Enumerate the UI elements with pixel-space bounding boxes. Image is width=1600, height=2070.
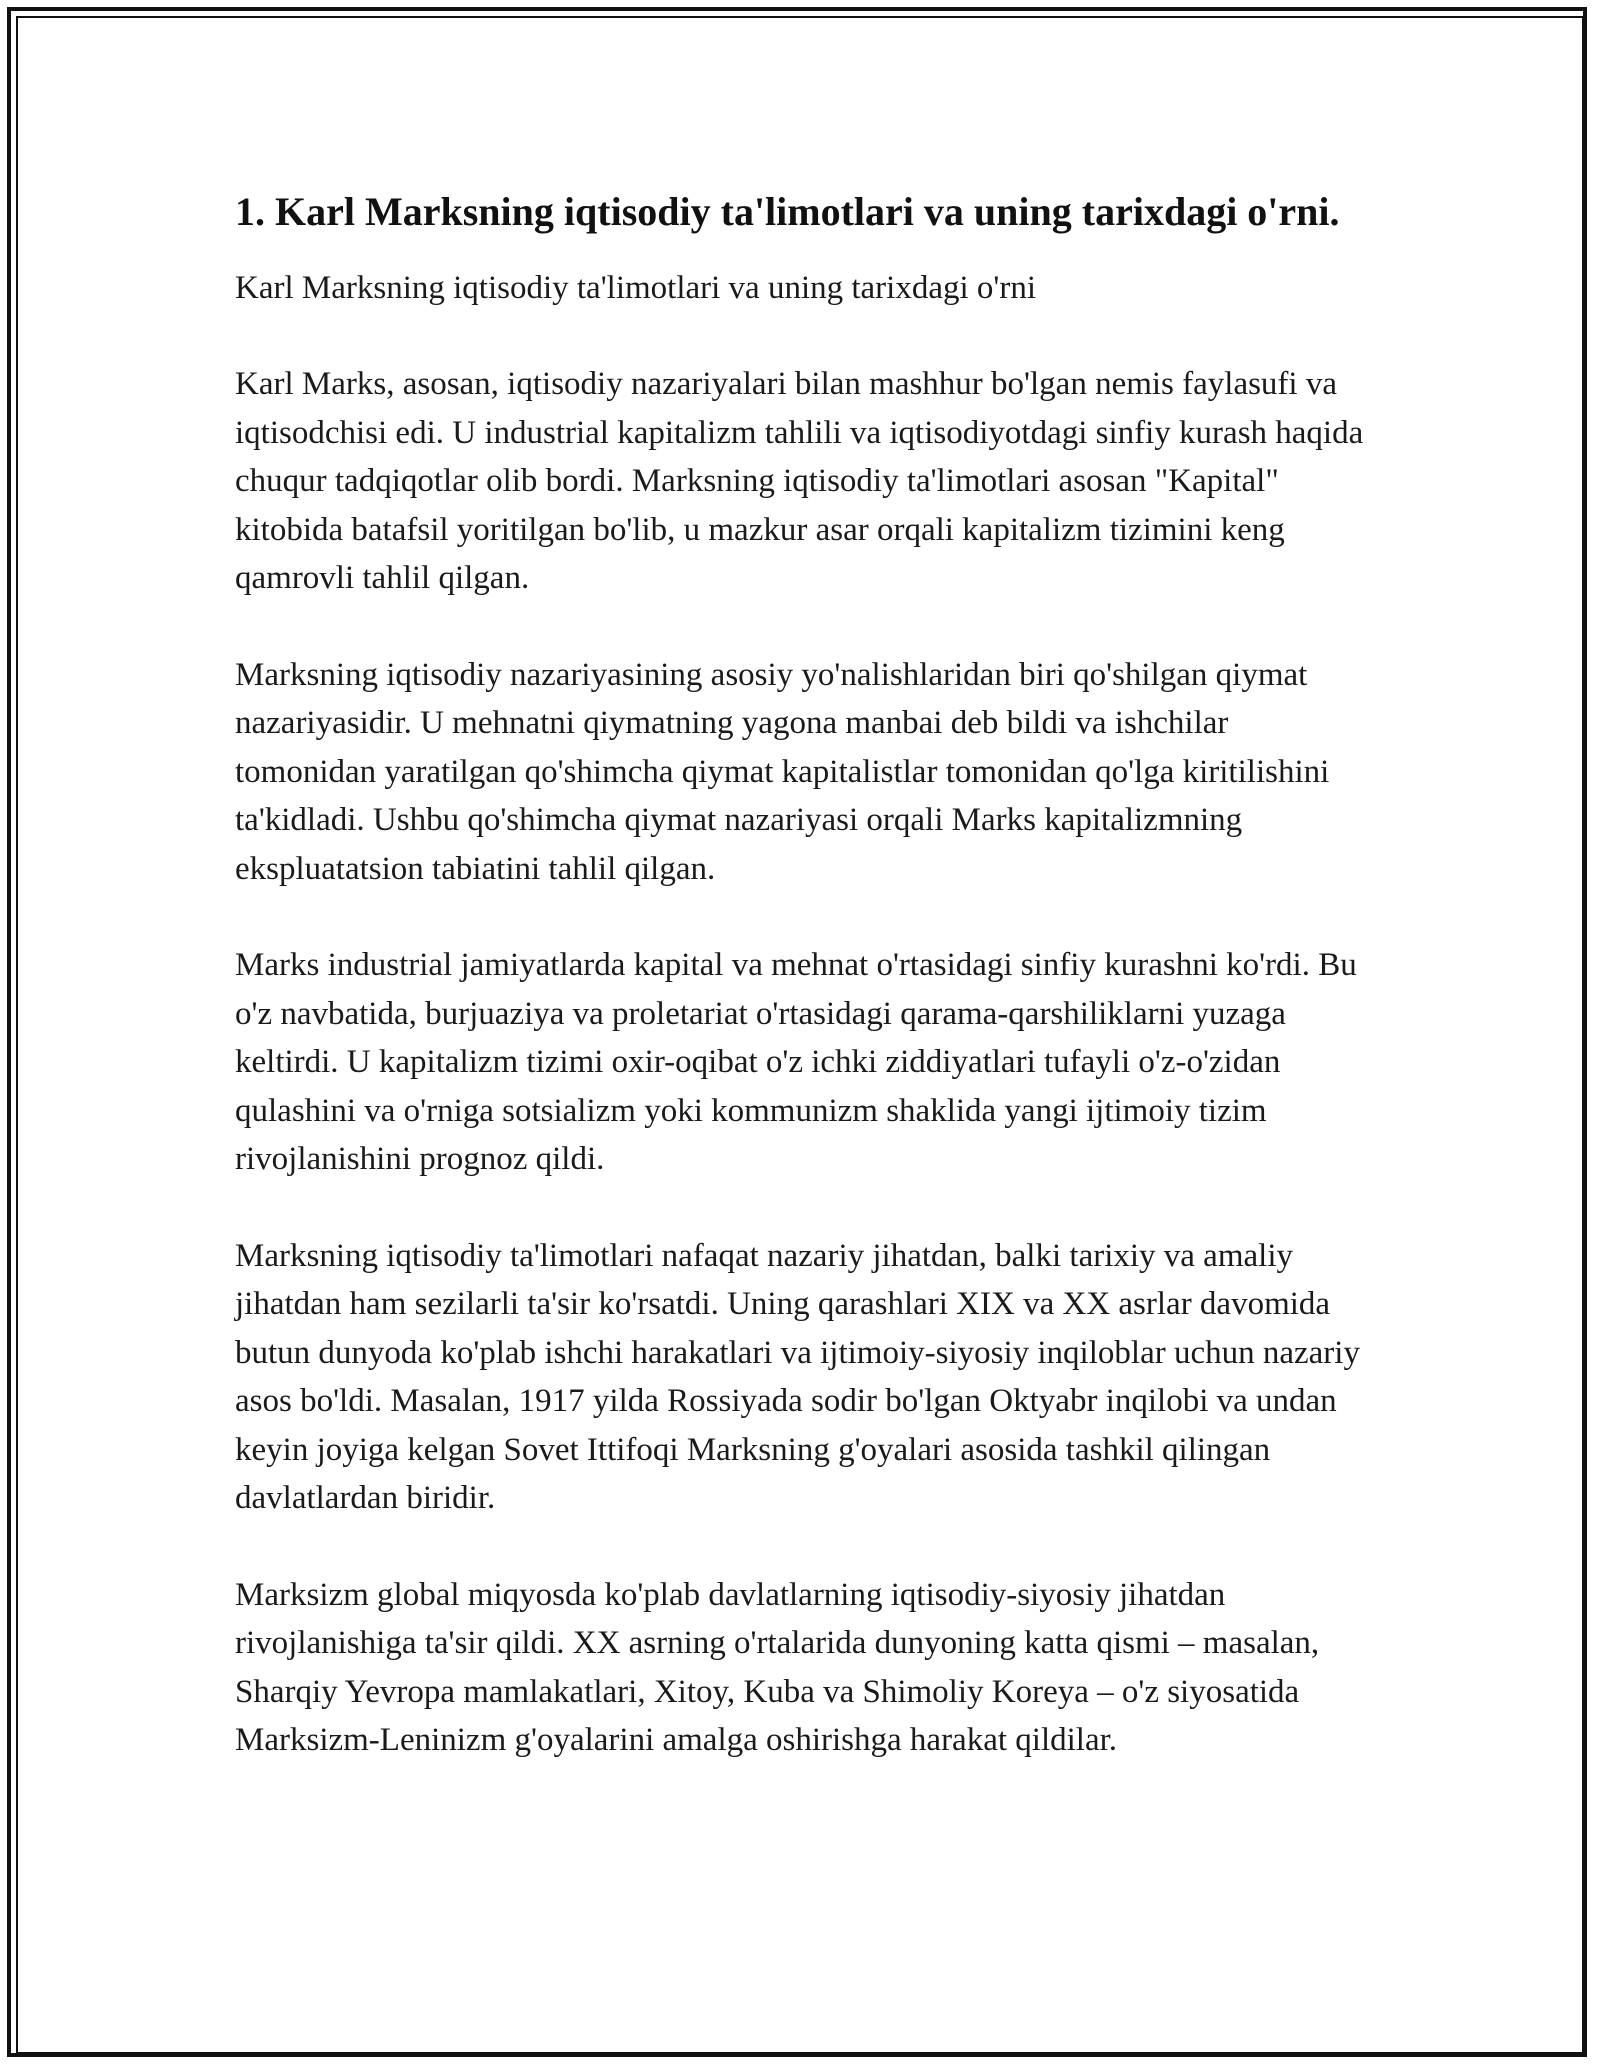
paragraph-5: Marksizm global miqyosda ko'plab davlatlarning iqtisodiy-siyosiy jihatdan rivojlanishiga ta'sir qildi. XX asrning o'rtalarida dunyoning katta qismi – masalan, Sharqiy Yevropa mamlakatlari, Xitoy, Kuba va Shimoliy Koreya – o'z siyosatida Marksizm-Leninizm g'oyalarini amalga oshirishga harakat qildilar. — [235, 1576, 1320, 1758]
document-title: 1. Karl Marksning iqtisodiy ta'limotlari va uning tarixdagi o'rni. — [235, 189, 1340, 234]
paragraph-3: Marks industrial jamiyatlarda kapital va mehnat o'rtasidagi sinfiy kurashni ko'rdi. Bu o'z navbatida, burjuaziya va proletariat o'rtasidagi qarama-qarshiliklarni yuzaga keltirdi. U kapitalizm tizimi oxir-oqibat o'z ichki ziddiyatlari tufayli o'z-o'zidan qulashini va o'rniga sotsializm yoki kommunizm shaklida yangi ijtimoiy tizim rivojlanishini prognoz qildi. — [235, 947, 1357, 1177]
document-subtitle: Karl Marksning iqtisodiy ta'limotlari va uning tarixdagi o'rni — [235, 270, 1037, 306]
paragraph-2: Marksning iqtisodiy nazariyasining asosiy yo'nalishlaridan biri qo'shilgan qiymat nazariyasidir. U mehnatni qiymatning yagona manbai deb bildi va ishchilar tomonidan yaratilgan qo'shimcha qiymat kapitalistlar tomonidan qo'lga kiritilishini ta'kidladi. Ushbu qo'shimcha qiymat nazariyasi orqali Marks kapitalizmning ekspluatatsion tabiatini tahlil qilgan. — [235, 656, 1330, 887]
document-body — [235, 184, 1375, 1765]
paragraph-1: Karl Marks, asosan, iqtisodiy nazariyalari bilan mashhur bo'lgan nemis faylasufi va iqtisodchisi edi. U industrial kapitalizm tahlili va iqtisodiyotdagi sinfiy kurash haqida chuqur tadqiqotlar olib bordi. Marksning iqtisodiy ta'limotlari asosan "Kapital" kitobida batafsil yoritilgan bo'lib, u mazkur asar orqali kapitalizm tizimini keng qamrovli tahlil qilgan. — [235, 366, 1364, 596]
paragraph-4: Marksning iqtisodiy ta'limotlari nafaqat nazariy jihatdan, balki tarixiy va amaliy jihatdan ham sezilarli ta'sir ko'rsatdi. Uning qarashlari XIX va XX asrlar davomida butun dunyoda ko'plab ishchi harakatlari va ijtimoiy-siyosiy inqiloblar uchun nazariy asos bo'ldi. Masalan, 1917 yilda Rossiyada sodir bo'lgan Oktyabr inqilobi va undan keyin joyiga kelgan Sovet Ittifoqi Marksning g'oyalari asosida tashkil qilingan davlatlardan biridir. — [235, 1237, 1360, 1516]
